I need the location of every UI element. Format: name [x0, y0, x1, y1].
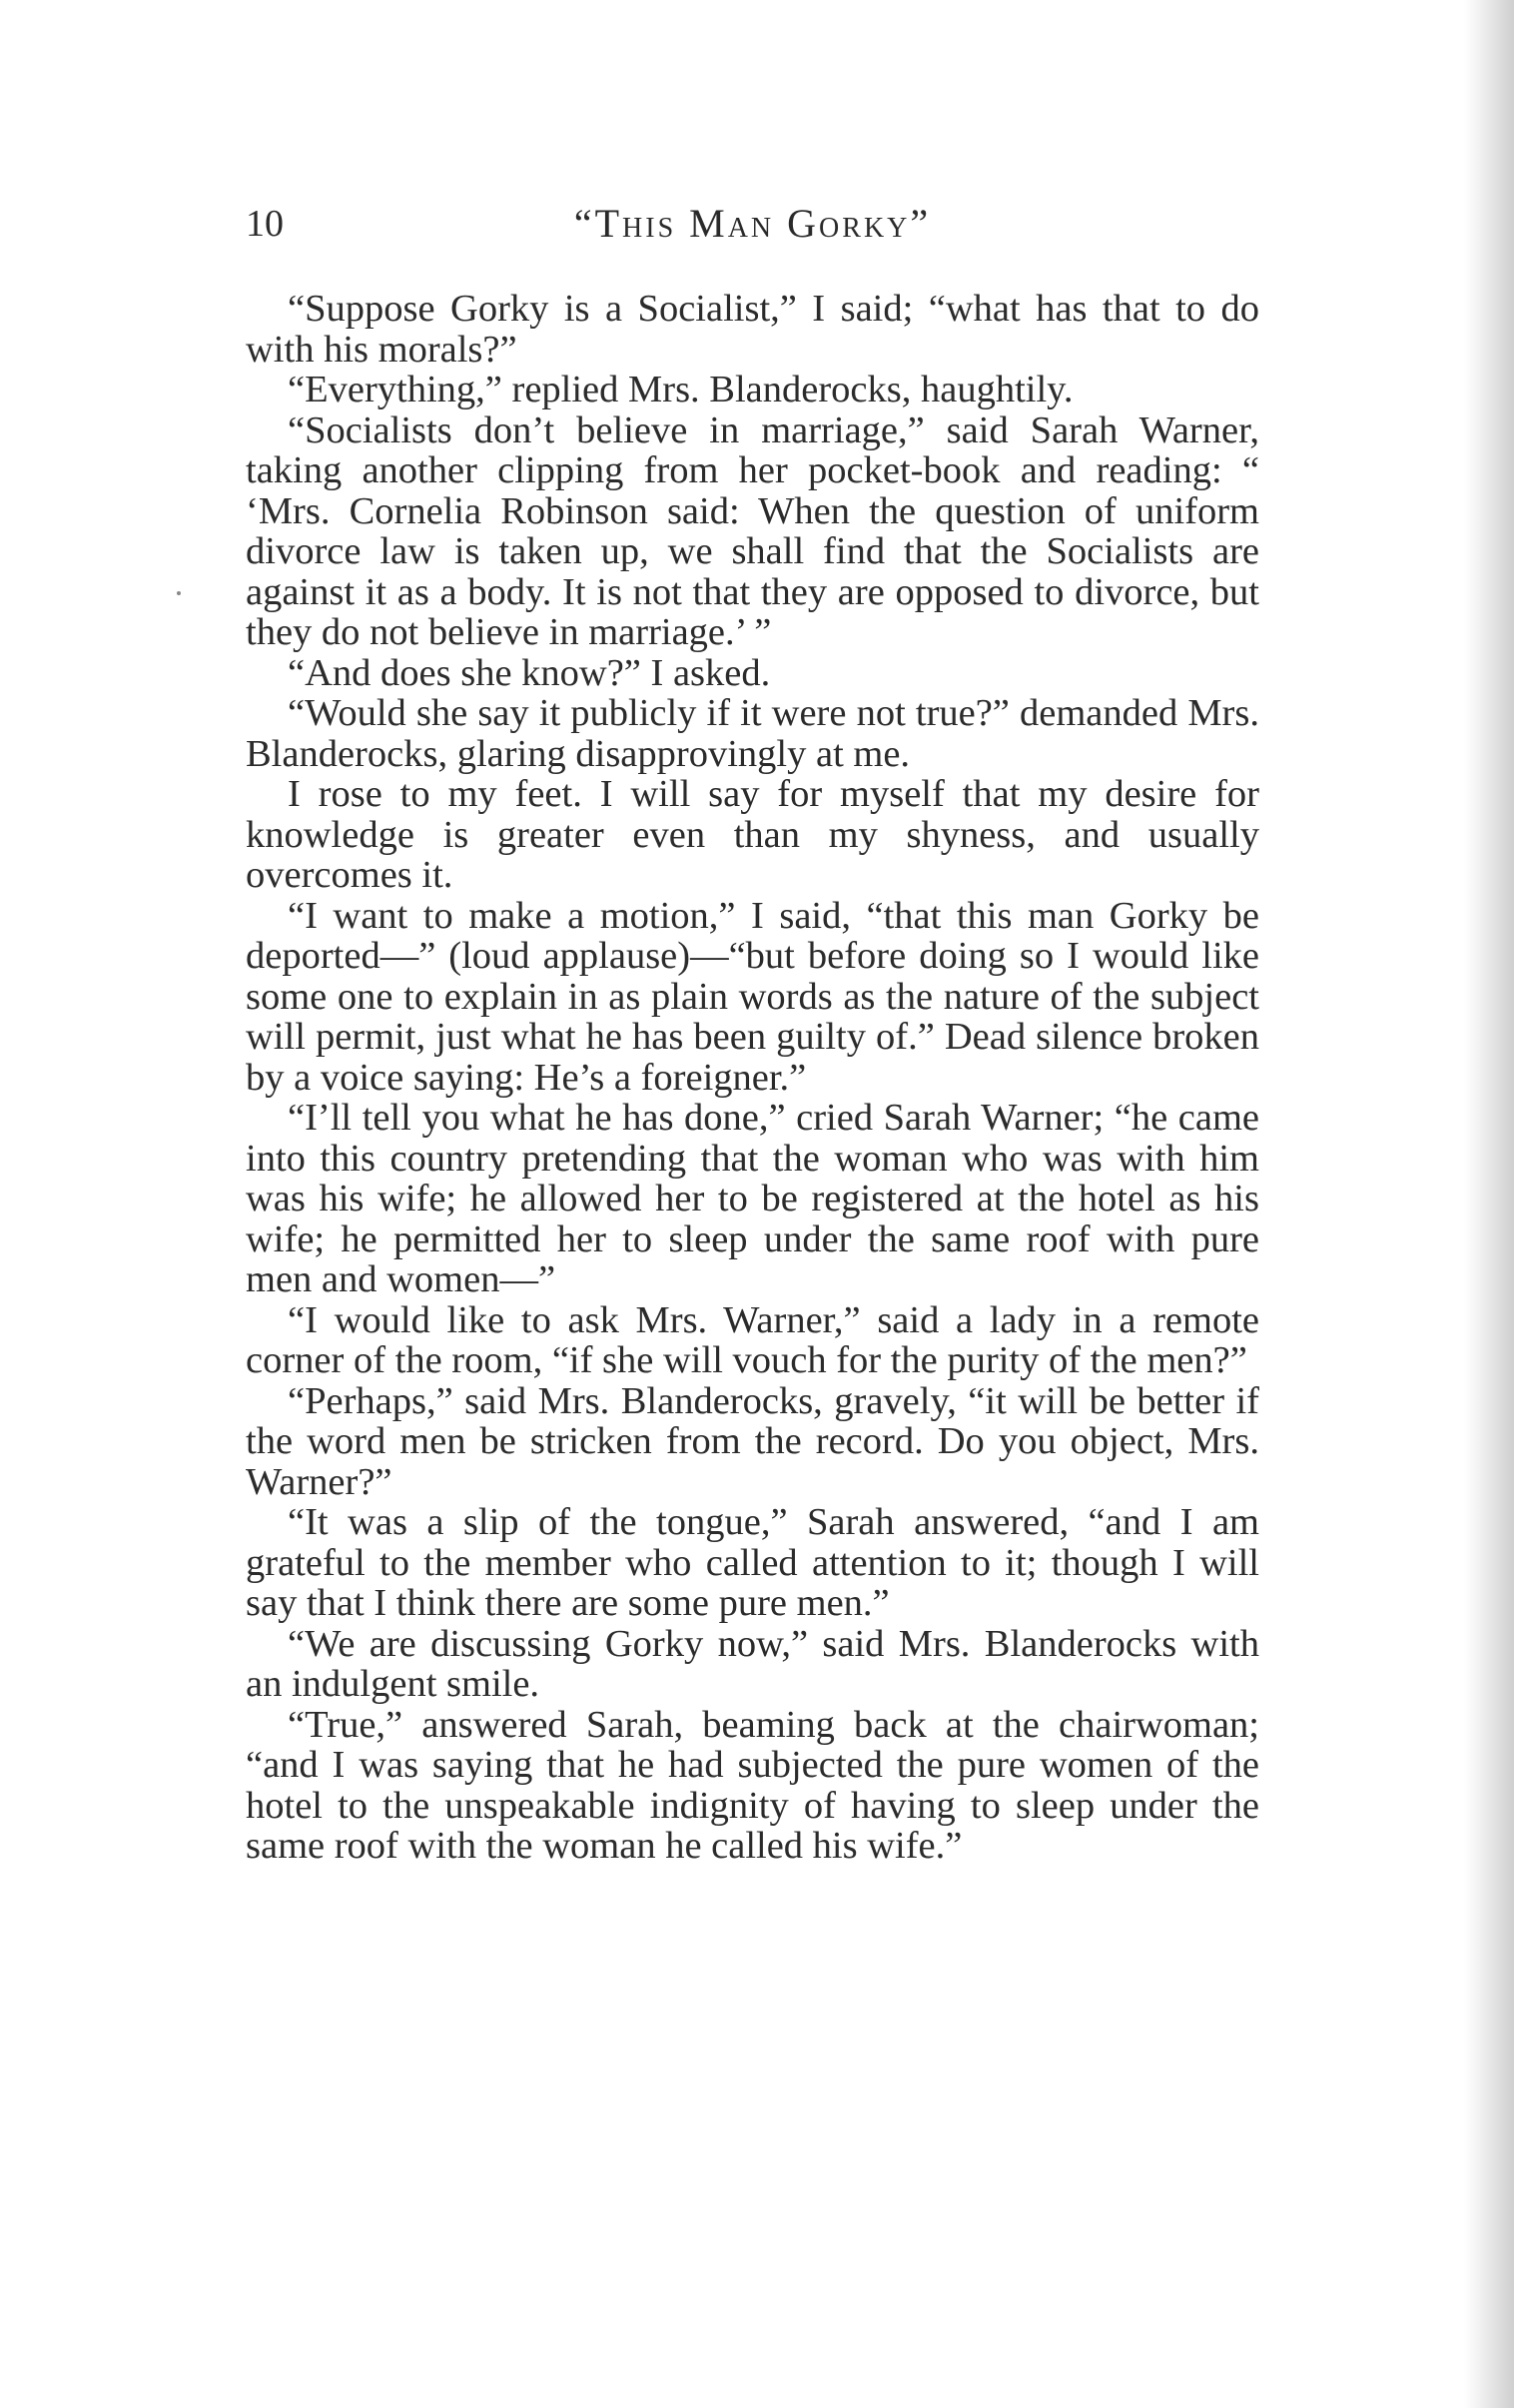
paragraph: “I would like to ask Mrs. Warner,” said a lady in a remote corner of the room, “if she will vouch for the purity of the men?”: [246, 1298, 1259, 1381]
paragraph: “Suppose Gorky is a Socialist,” I said; “what has that to do with his morals?”: [246, 288, 1259, 371]
paragraph: “Perhaps,” said Mrs. Blanderocks, gravely, “it will be better if the word men be stricken from the record. Do you object, Mrs. Warner?”: [246, 1379, 1259, 1503]
paragraph: “I’ll tell you what he has done,” cried Sarah Warner; “he came into this country pretending that the woman who was with him was his wife; he allowed her to be registered at the hotel as his wife; he permitted her to sleep under the same roof with pure men and women—”: [246, 1097, 1259, 1300]
paragraph: “True,” answered Sarah, beaming back at the chairwoman; “and I was saying that he had subjected the pure women of the hotel to the unspeakable indignity of having to sleep under the same roof with the woman he called his wife.”: [246, 1703, 1259, 1867]
paragraph: “It was a slip of the tongue,” Sarah answered, “and I am grateful to the member who called attention to it; though I will say that I think there are some pure men.”: [246, 1501, 1259, 1624]
paragraph: I rose to my feet. I will say for myself that my desire for knowledge is greater even than my shyness, and usually overcomes it.: [246, 773, 1259, 896]
page-edge-shadow: [1464, 0, 1514, 2408]
paragraph: “And does she know?” I asked.: [288, 651, 771, 694]
paragraph: “Socialists don’t believe in marriage,” said Sarah Warner, taking another clipping from her pocket-book and reading: “ ‘Mrs. Cornelia Robinson said: When the question of uniform divorce law is taken up, we shall find that the Socialists are against it as a body. It is not that they are opposed to divorce, but they do not believe in marriage.’ ”: [246, 408, 1259, 653]
paragraph: “Everything,” replied Mrs. Blanderocks, haughtily.: [288, 369, 1074, 410]
body-text: [246, 289, 1259, 1867]
page-number: 10: [246, 203, 284, 245]
margin-speck: [177, 591, 181, 595]
paragraph: “Would she say it publicly if it were not true?” demanded Mrs. Blanderocks, glaring disapprovingly at me.: [246, 692, 1259, 775]
paragraph: “I want to make a motion,” I said, “that this man Gorky be deported—” (loud applause)—“but before doing so I would like some one to explain in as plain words as the nature of the subject will permit, just what he has been guilty of.” Dead silence broken by a voice saying: He’s a foreigner.”: [246, 894, 1259, 1099]
running-title: “This Man Gorky”: [573, 201, 932, 246]
paragraph: “We are discussing Gorky now,” said Mrs. Blanderocks with an indulgent smile.: [246, 1622, 1259, 1705]
